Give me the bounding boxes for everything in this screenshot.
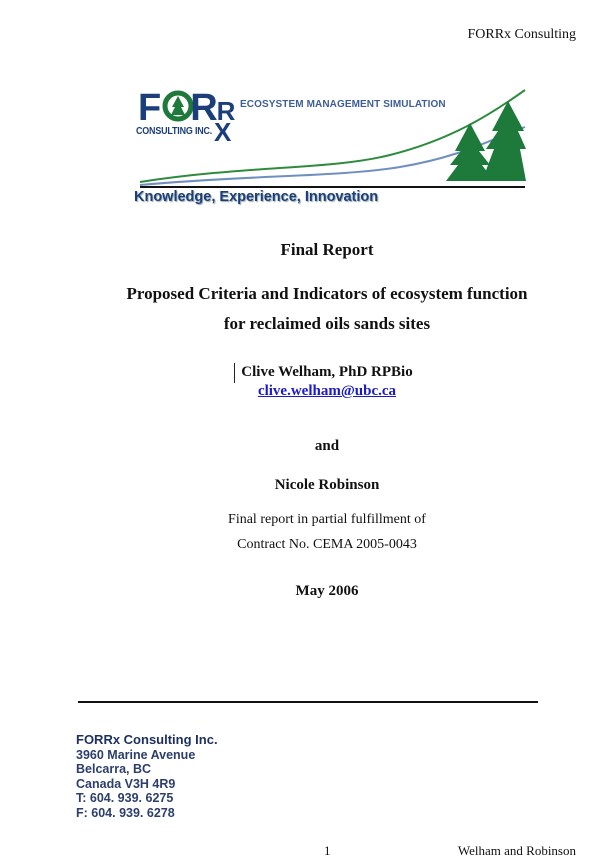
fulfillment-line-1: Final report in partial fulfillment of	[228, 512, 426, 527]
address-phone: T: 604. 939. 6275	[76, 791, 174, 805]
report-title-line-1: Proposed Criteria and Indicators of ecosystem function	[126, 284, 528, 303]
logo-company-line: CONSULTING INC.	[136, 125, 213, 137]
address-country-postal: Canada V3H 4R9	[76, 776, 176, 791]
page-number: 1	[324, 843, 331, 858]
fulfillment-line-2: Contract No. CEMA 2005-0043	[237, 537, 417, 552]
logo-tagline: Knowledge, Experience, Innovation	[134, 189, 379, 205]
logo-product-line: ECOSYSTEM MANAGEMENT SIMULATION	[240, 99, 446, 110]
author-conjunction: and	[314, 438, 340, 454]
report-type: Final Report	[280, 240, 374, 259]
running-footer: Welham and Robinson	[457, 843, 576, 858]
report-date: May 2006	[295, 583, 359, 599]
company-address	[76, 733, 218, 820]
company-logo	[130, 85, 530, 210]
author-2: Nicole Robinson	[274, 477, 380, 493]
author-1: Clive Welham, PhD RPBio	[241, 364, 413, 380]
report-title-line-2: for reclaimed oils sands sites	[223, 314, 431, 333]
address-fax: F: 604. 939. 6278	[76, 805, 175, 820]
address-company: FORRx Consulting Inc.	[76, 732, 218, 747]
logo-brand-text: F RR	[138, 87, 235, 129]
address-street: 3960 Marine Avenue	[76, 747, 196, 762]
address-city: Belcarra, BC	[76, 762, 152, 776]
author-1-email-link[interactable]: clive.welham@ubc.ca	[257, 383, 397, 399]
logo-x-mark: X	[214, 117, 232, 147]
running-header: FORRx Consulting	[467, 27, 576, 42]
divider	[78, 701, 538, 703]
